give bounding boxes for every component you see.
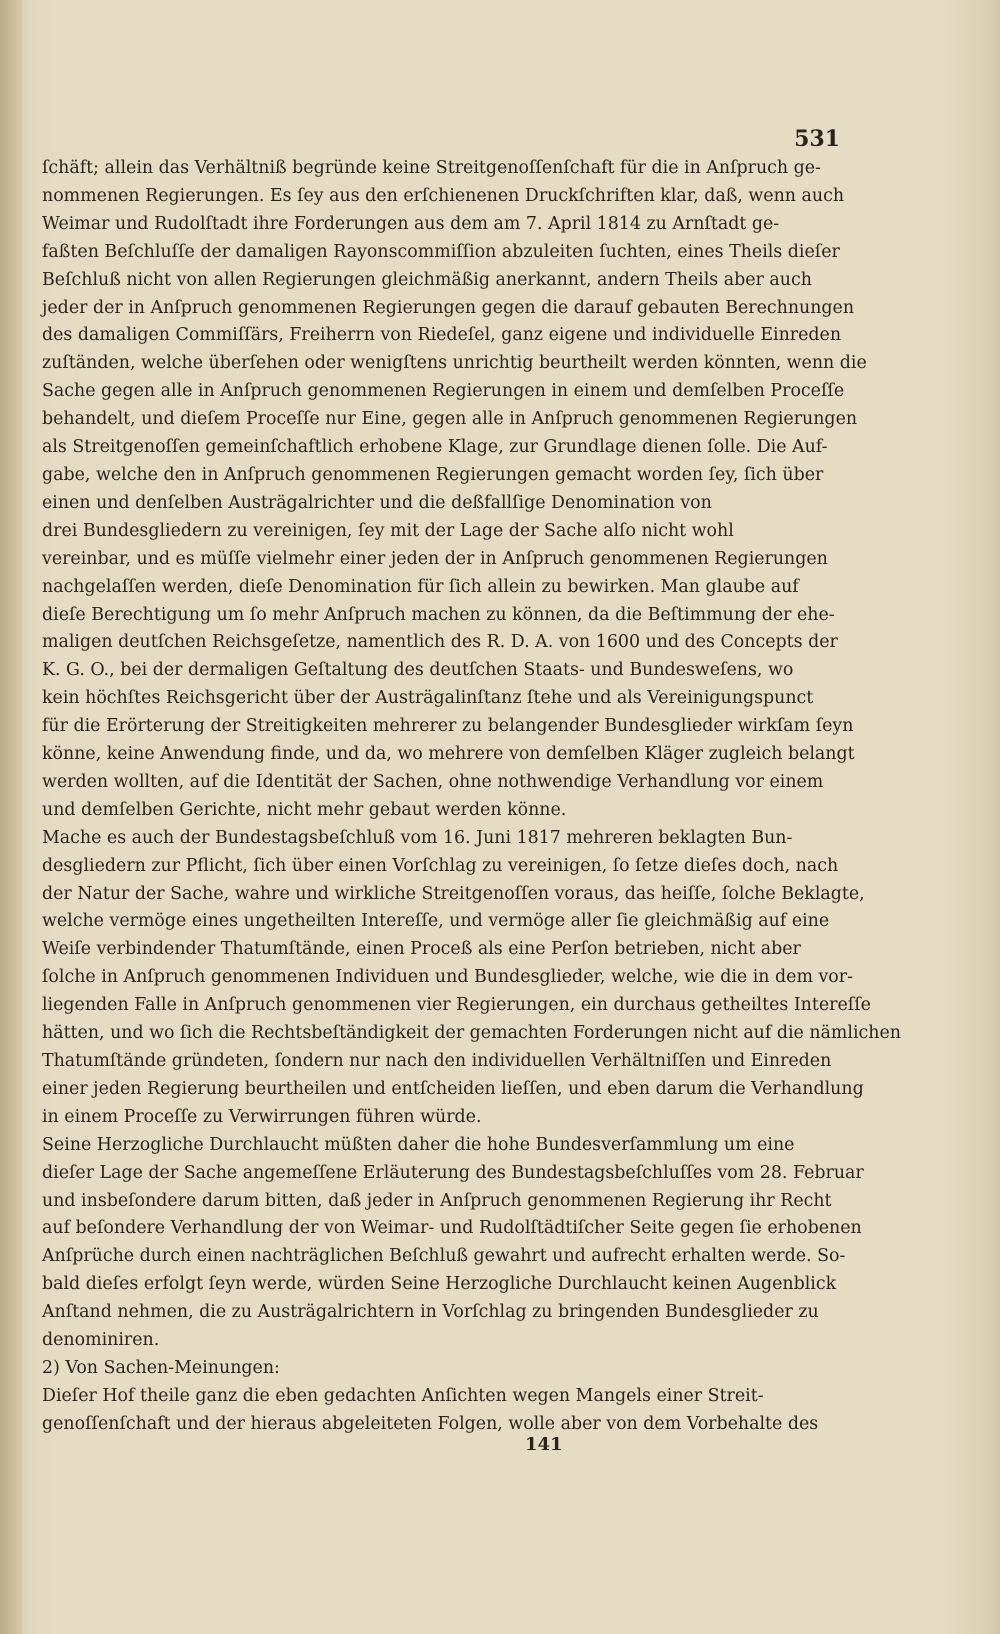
text-line: in einem Proceſſe zu Verwirrungen führen würde. (42, 1106, 482, 1127)
text-line: einer jeden Regierung beurtheilen und entſcheiden lieſſen, und eben darum die Verhandlung (42, 1078, 864, 1099)
text-line: ſchäft; allein das Verhältniß begründe keine Streitgenoſſenſchaft für die in Anſpruch ge- (42, 158, 821, 178)
text-line: des damaligen Commiſſärs, Freiherrn von Riedeſel, ganz eigene und individuelle Einreden (42, 325, 842, 346)
text-line: könne, keine Anwendung finde, und da, wo mehrere von demſelben Kläger zugleich belangt (42, 744, 855, 765)
text-line: Mache es auch der Bundestagsbeſchluß vom 16. Juni 1817 mehreren beklagten Bun- (42, 827, 793, 848)
text-line: dieſer Lage der Sache angemeſſene Erläuterung des Bundestagsbeſchluſſes vom 28. Februar (42, 1162, 864, 1183)
text-line: Anſprüche durch einen nachträglichen Beſchluß gewahrt und aufrecht erhalten werde. So- (42, 1246, 846, 1267)
text-line: maligen deutſchen Reichsgeſetze, namentlich des R. D. A. von 1600 und des Concepts der (42, 632, 838, 653)
text-line: behandelt, und dieſem Proceſſe nur Eine, gegen alle in Anſpruch genommenen Regierungen (42, 409, 858, 430)
text-line: Thatumſtände gründeten, ſondern nur nach den individuellen Verhältniſſen und Einreden (42, 1051, 832, 1071)
text-line: Anſtand nehmen, die zu Austrägalrichtern in Vorſchlag zu bringenden Bundesglieder zu (42, 1302, 819, 1323)
text-line: hätten, und wo ſich die Rechtsbeſtändigkeit der gemachten Forderungen nicht auf die nämlichen (42, 1023, 901, 1044)
body-text (42, 155, 901, 1439)
text-line: welche vermöge eines ungetheilten Intereſſe, und vermöge aller ſie gleichmäßig auf eine (42, 911, 830, 932)
text-line: vereinbar, und es müſſe vielmehr einer jeden der in Anſpruch genommenen Regierungen (42, 548, 828, 569)
text-line: zuſtänden, welche überſehen oder wenigſtens unrichtig beurtheilt werden könnten, wenn die (42, 353, 867, 374)
text-line: und demſelben Gerichte, nicht mehr gebaut werden könne. (42, 799, 567, 820)
text-line: Seine Herzogliche Durchlaucht müßten daher die hohe Bundesverſammlung um eine (42, 1134, 795, 1155)
text-line: Weiſe verbindender Thatumſtände, einen Proceß als eine Perſon betrieben, nicht aber (42, 939, 801, 960)
text-line: Dieſer Hof theile ganz die eben gedachten Anſichten wegen Mangels einer Streit- (42, 1385, 764, 1406)
text-line: Sache gegen alle in Anſpruch genommenen Regierungen in einem und demſelben Proceſſe (42, 381, 845, 402)
text-line: der Natur der Sache, wahre und wirkliche Streitgenoſſen voraus, das heiſſe, ſolche Beklagte, (42, 883, 865, 904)
text-line: K. G. O., bei der dermaligen Geſtaltung des deutſchen Staats- und Bundesweſens, wo (42, 660, 794, 681)
text-line: bald dieſes erfolgt ſeyn werde, würden Seine Herzogliche Durchlaucht keinen Augenblick (42, 1274, 837, 1295)
text-line: dieſe Berechtigung um ſo mehr Anſpruch machen zu können, da die Beſtimmung der ehe- (42, 604, 835, 625)
text-line: als Streitgenoſſen gemeinſchaftlich erhobene Klage, zur Grundlage dienen ſolle. Die Auf- (42, 437, 828, 458)
text-line: liegenden Falle in Anſpruch genommenen vier Regierungen, ein durchaus getheiltes Intereſſe (42, 995, 871, 1016)
text-line: gabe, welche den in Anſpruch genommenen Regierungen gemacht worden ſey, ſich über (42, 464, 824, 485)
page-number: 531 (794, 126, 840, 152)
text-line: genoſſenſchaft und der hieraus abgeleiteten Folgen, wolle aber von dem Vorbehalte des (42, 1413, 819, 1434)
text-line: einen und denſelben Austrägalrichter und die deßfallſige Denomination von (42, 492, 712, 513)
text-line: Beſchluß nicht von allen Regierungen gleichmäßig anerkannt, andern Theils aber auch (42, 269, 812, 290)
text-line: und insbeſondere darum bitten, daß jeder in Anſpruch genommenen Regierung ihr Recht (42, 1190, 832, 1211)
text-line: faßten Beſchluſſe der damaligen Rayonscommiſſion abzuleiten ſuchten, eines Theils dieſer (42, 241, 840, 262)
text-line: desgliedern zur Pflicht, ſich über einen Vorſchlag zu vereinigen, ſo ſetze dieſes doch, nach (42, 855, 839, 876)
text-line: ſolche in Anſpruch genommenen Individuen und Bundesglieder, welche, wie die in dem vor- (42, 967, 853, 988)
text-line: nachgelaſſen werden, dieſe Denomination für ſich allein zu bewirken. Man glaube auf (42, 576, 799, 597)
text-line: Weimar und Rudolſtadt ihre Forderungen aus dem am 7. April 1814 zu Arnſtadt ge- (42, 213, 780, 234)
text-line: werden wollten, auf die Identität der Sachen, ohne nothwendige Verhandlung vor einem (42, 771, 824, 792)
text-line: denominiren. (42, 1330, 160, 1351)
sheet-signature: 141 (525, 1434, 563, 1455)
text-line: 2) Von Sachen-Meinungen: (42, 1357, 280, 1378)
text-line: kein höchſtes Reichsgericht über der Austrägalinſtanz ſtehe und als Vereinigungspunct (42, 688, 814, 709)
text-line: für die Erörterung der Streitigkeiten mehrerer zu belangender Bundesglieder wirkſam ſeyn (42, 716, 854, 737)
text-line: jeder der in Anſpruch genommenen Regierungen gegen die darauf gebauten Berechnungen (42, 297, 855, 318)
text-line: auf beſondere Verhandlung der von Weimar- und Rudolſtädtiſcher Seite gegen ſie erhobenen (42, 1218, 862, 1239)
text-line: drei Bundesgliedern zu vereinigen, ſey mit der Lage der Sache alſo nicht wohl (42, 520, 734, 541)
binding-gutter (0, 0, 22, 1634)
text-line: nommenen Regierungen. Es ſey aus den erſchienenen Druckſchriften klar, daß, wenn auch (42, 185, 845, 206)
